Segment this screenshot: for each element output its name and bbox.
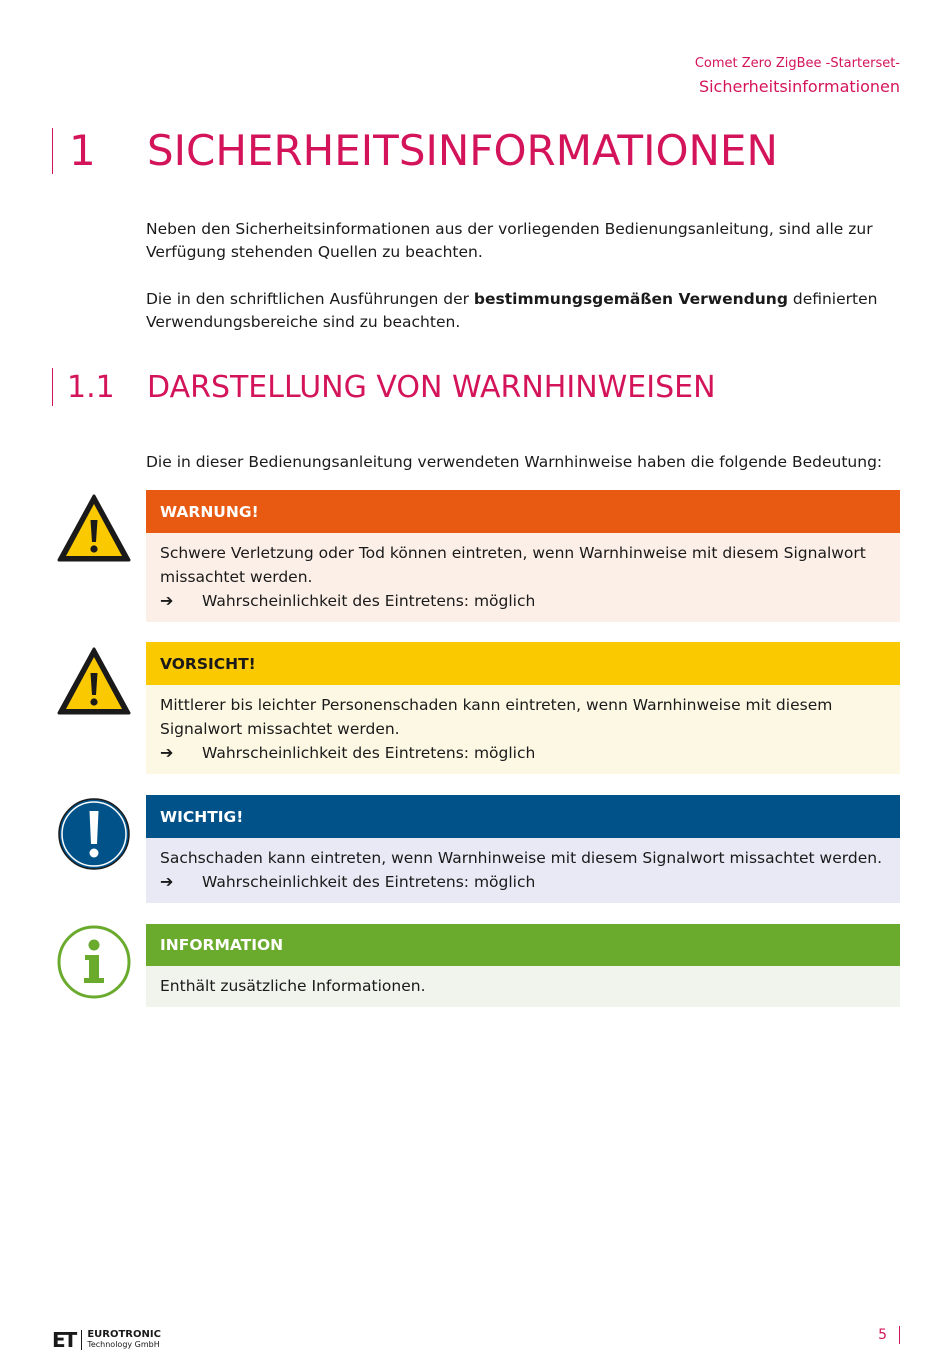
warning-body — [146, 685, 900, 774]
company-sub: Technology GmbH — [87, 1340, 160, 1349]
page-number: 5 — [878, 1326, 900, 1344]
info-box — [146, 924, 900, 1007]
logo-text — [87, 1330, 161, 1350]
section-number: 1.1 — [67, 370, 115, 405]
chapter-title: SICHERHEITSINFORMATIONEN — [147, 126, 778, 175]
intro-paragraph-1: Neben den Sicherheitsinformationen aus der vorliegenden Bedienungsanleitung, sind alle zur Verfügung stehenden Quellen zu beachten. — [146, 220, 873, 261]
warning-box-warnung — [146, 490, 900, 622]
chapter-heading — [52, 126, 778, 175]
signal-word: WARNUNG! — [160, 502, 259, 521]
chapter-number: 1 — [69, 126, 96, 175]
logo-mark: ET — [52, 1328, 76, 1352]
signal-word-bar — [146, 490, 900, 533]
header-product: Comet Zero ZigBee -Starterset- — [694, 56, 900, 71]
probability-line — [160, 589, 886, 613]
intro-paragraph-2-end: definierten Verwendungsbereiche sind zu beachten. — [146, 290, 878, 331]
signal-word: VORSICHT! — [160, 654, 256, 673]
warning-triangle-icon — [57, 645, 131, 719]
running-header — [695, 56, 900, 98]
warning-text: Mittlerer bis leichter Personenschaden kann eintreten, wenn Warnhinweise mit diesem Signalwort missachtet werden. — [160, 696, 833, 738]
signal-word-bar — [146, 795, 900, 838]
mandatory-exclamation-icon — [57, 797, 131, 871]
company-name: EUROTRONIC — [87, 1329, 161, 1340]
warning-body — [146, 533, 900, 622]
signal-word: WICHTIG! — [160, 807, 244, 826]
warning-text: Schwere Verletzung oder Tod können eintreten, wenn Warnhinweise mit diesem Signalwort missachtet werden. — [160, 544, 866, 586]
arrow-right-icon: ➔ — [160, 591, 174, 610]
section-heading — [52, 368, 716, 406]
header-section: Sicherheitsinformationen — [698, 77, 900, 96]
info-icon — [57, 925, 131, 999]
signal-word: INFORMATION — [160, 936, 284, 954]
warning-triangle-icon — [57, 492, 131, 566]
probability-text: Wahrscheinlichkeit des Eintretens: möglich — [202, 873, 536, 891]
section-intro: Die in dieser Bedienungsanleitung verwendeten Warnhinweise haben die folgende Bedeutung: — [146, 453, 883, 471]
logo-divider — [81, 1330, 82, 1350]
arrow-right-icon: ➔ — [160, 743, 174, 762]
section-title: DARSTELLUNG VON WARNHINWEISEN — [147, 370, 716, 405]
probability-text: Wahrscheinlichkeit des Eintretens: möglich — [202, 592, 536, 610]
signal-word-bar — [146, 642, 900, 685]
intro-paragraph-2-bold: bestimmungsgemäßen Verwendung — [473, 290, 788, 308]
warning-box-wichtig — [146, 795, 900, 903]
arrow-right-icon: ➔ — [160, 872, 174, 891]
probability-line — [160, 870, 886, 894]
probability-line — [160, 741, 886, 765]
warning-box-vorsicht — [146, 642, 900, 774]
signal-word-bar — [146, 924, 900, 966]
company-logo — [52, 1328, 161, 1352]
warning-body — [146, 838, 900, 903]
intro-paragraph-2-start: Die in den schriftlichen Ausführungen der — [146, 290, 474, 308]
info-text: Enthält zusätzliche Informationen. — [160, 977, 426, 995]
info-body — [146, 966, 900, 1007]
probability-text: Wahrscheinlichkeit des Eintretens: möglich — [202, 744, 536, 762]
intro-paragraph-2 — [146, 288, 886, 334]
warning-text: Sachschaden kann eintreten, wenn Warnhinweise mit diesem Signalwort missachtet werden. — [160, 849, 882, 867]
